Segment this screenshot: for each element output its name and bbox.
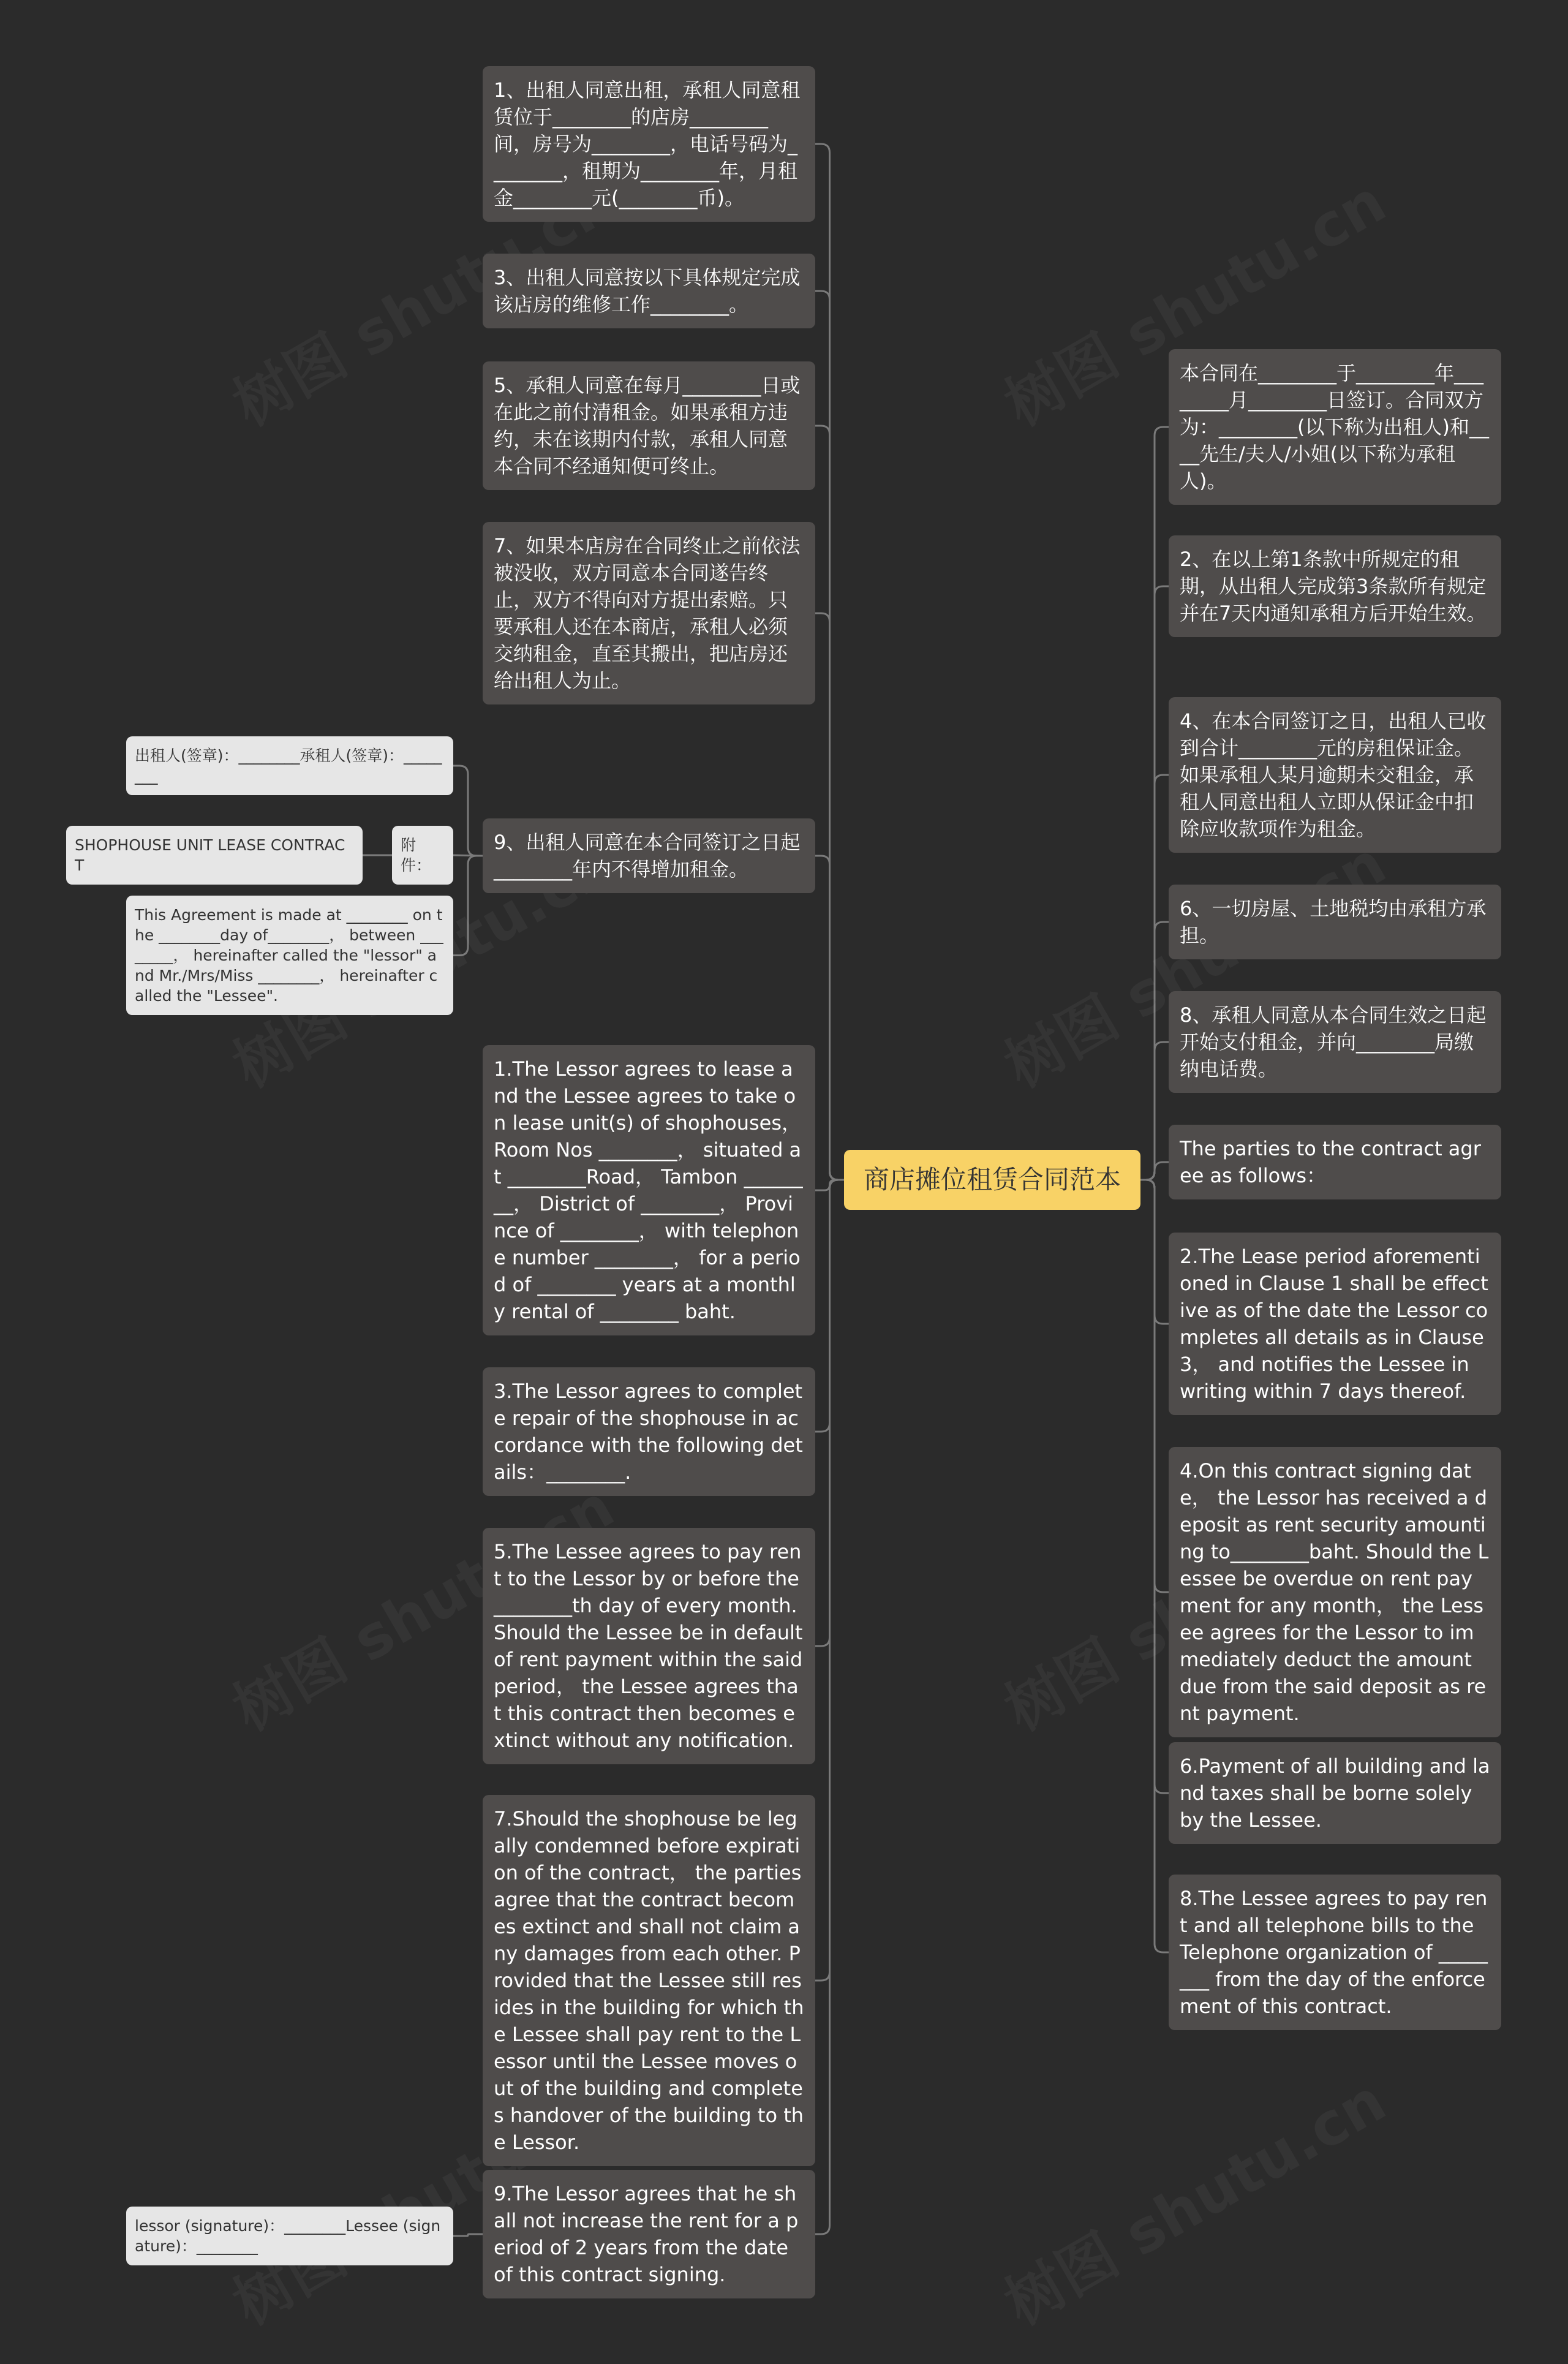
connector-sub (453, 766, 483, 856)
contract-title-en[interactable]: SHOPHOUSE UNIT LEASE CONTRACT (66, 826, 363, 885)
connector-sub (453, 2234, 483, 2236)
topic-clause-2-en[interactable]: 2.The Lease period aforementioned in Clause 1 shall be effective as of the date the Lessor completes all details as in Clause 3， and notifies the Lessee in writing within 7 days thereof. (1169, 1233, 1501, 1415)
topic-clause-3-en[interactable]: 3.The Lessor agrees to complete repair of the shophouse in accordance with the following details：________. (483, 1367, 815, 1496)
signature-line-zh[interactable]: 出租人(签章)：________承租人(签章)：________ (126, 736, 453, 795)
topic-clause-1-en[interactable]: 1.The Lessor agrees to lease and the Lessee agrees to take on lease unit(s) of shophouses， Room Nos ________， situated at ________Road， Tambon ________， District of ________， Province of ________， with telephone number ________， for a period of ________ years at a monthly rental of ________ baht. (483, 1045, 815, 1335)
topic-clause-9-en[interactable]: 9.The Lessor agrees that he shall not increase the rent for a period of 2 years from the date of this contract signing. (483, 2170, 815, 2298)
signature-line-en[interactable]: lessor (signature)：________Lessee (signature)：________ (126, 2207, 453, 2265)
topic-clause-1-zh[interactable]: 1、出租人同意出租，承租人同意租赁位于________的店房________间，房号为________，电话号码为________，租期为________年，月租金________元(________币)。 (483, 66, 815, 222)
central-topic[interactable]: 商店摊位租赁合同范本 (844, 1150, 1140, 1210)
connector-center-right (1140, 1042, 1169, 1180)
topic-clause-7-en[interactable]: 7.Should the shophouse be legally condemned before expiration of the contract， the parties agree that the contract becomes extinct and shall not claim any damages from each other. Provided that the Lessee still resides in the building for which the Lessee shall pay rent to the Lessor until the Lessee moves out of the building and completes handover of the building to the Lessor. (483, 1795, 815, 2166)
topic-clause-5-en[interactable]: 5.The Lessee agrees to pay rent to the Lessor by or before the________th day of every month. Should the Lessee be in default of rent payment within the said period， the Lessee agrees that this contract then becomes extinct without any notification. (483, 1528, 815, 1764)
connector-center-left (815, 1180, 844, 2234)
connector-sub (453, 856, 483, 956)
topic-clause-6-en[interactable]: 6.Payment of all building and land taxes shall be borne solely by the Lessee. (1169, 1742, 1501, 1844)
topic-parties-agree-en[interactable]: The parties to the contract agree as follows： (1169, 1125, 1501, 1199)
attachment-label[interactable]: 附件： (392, 826, 453, 885)
topic-clause-6-zh[interactable]: 6、一切房屋、土地税均由承租方承担。 (1169, 885, 1501, 959)
topic-clause-9-zh[interactable]: 9、出租人同意在本合同签订之日起________年内不得增加租金。 (483, 818, 815, 893)
topic-clause-7-zh[interactable]: 7、如果本店房在合同终止之前依法被没收，双方同意本合同遂告终止，双方不得向对方提出索赔。只要承租人还在本商店，承租人必须交纳租金，直至其搬出，把店房还给出租人为止。 (483, 522, 815, 704)
agreement-intro-en[interactable]: This Agreement is made at ________ on the ________day of________， between ________， hereinafter called the "lessor" and Mr./Mrs/Miss ________， hereinafter called the "Lessee". (126, 896, 453, 1015)
topic-clause-2-zh[interactable]: 2、在以上第1条款中所规定的租期，从出租人完成第3条款所有规定并在7天内通知承租方后开始生效。 (1169, 535, 1501, 637)
topic-clause-4-zh[interactable]: 4、在本合同签订之日，出租人已收到合计________元的房租保证金。如果承租人某月逾期未交租金，承租人同意出租人立即从保证金中扣除应收款项作为租金。 (1169, 697, 1501, 853)
topic-clause-8-en[interactable]: 8.The Lessee agrees to pay rent and all telephone bills to the Telephone organization of ________ from the day of the enforcement of this contract. (1169, 1875, 1501, 2030)
topic-clause-4-en[interactable]: 4.On this contract signing date， the Lessor has received a deposit as rent security amounting to________baht. Should the Lessee be overdue on rent payment for any month， the Lessee agrees for the Lessor to immediately deduct the amount due from the said deposit as rent payment. (1169, 1447, 1501, 1737)
topic-clause-5-zh[interactable]: 5、承租人同意在每月________日或在此之前付清租金。如果承租方违约，未在该期内付款，承租人同意本合同不经通知便可终止。 (483, 361, 815, 490)
connector-center-left (815, 856, 844, 1180)
topic-clause-3-zh[interactable]: 3、出租人同意按以下具体规定完成该店房的维修工作________。 (483, 254, 815, 328)
topic-clause-8-zh[interactable]: 8、承租人同意从本合同生效之日起开始支付租金，并向________局缴纳电话费。 (1169, 991, 1501, 1093)
connector-center-right (1140, 1180, 1169, 1952)
topic-preamble-zh[interactable]: 本合同在________于________年________月________日签订。合同双方为：________(以下称为出租人)和____先生/夫人/小姐(以下称为承租人)。 (1169, 349, 1501, 505)
